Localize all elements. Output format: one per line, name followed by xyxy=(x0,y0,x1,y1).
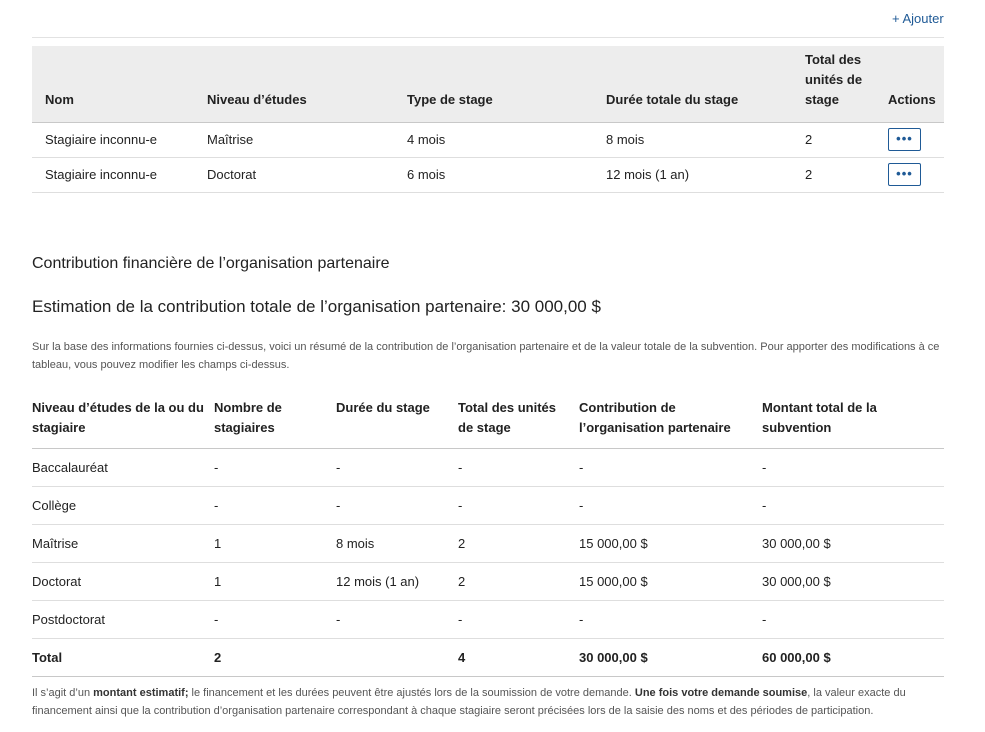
note-bold-text: montant estimatif; xyxy=(93,687,189,699)
col-header-duree: Durée du stage xyxy=(336,396,458,448)
cell-type: 4 mois xyxy=(394,122,593,157)
section-title: Contribution financière de l’organisation partenaire xyxy=(32,255,390,272)
col-header-unites: Total des unités de stage xyxy=(792,46,875,122)
cell-unites: 2 xyxy=(458,562,579,600)
cell-duree: - xyxy=(336,486,458,524)
col-header-niveau: Niveau d’études de la ou du stagiaire xyxy=(32,396,214,448)
summary-table xyxy=(32,396,944,677)
cell-actions xyxy=(875,122,944,157)
cell-contribution: 15 000,00 $ xyxy=(579,524,762,562)
summary-table-header xyxy=(32,396,944,448)
cell-niveau: Postdoctorat xyxy=(32,600,214,638)
interns-table-header xyxy=(32,46,944,122)
note-text: Il s’agit d’un xyxy=(32,687,94,699)
cell-nom: Stagiaire inconnu-e xyxy=(32,122,194,157)
cell-contribution: - xyxy=(579,600,762,638)
cell-contribution: - xyxy=(579,448,762,486)
cell-nombre: - xyxy=(214,448,336,486)
cell-unites: 2 xyxy=(458,524,579,562)
col-header-type: Type de stage xyxy=(394,46,593,122)
estimate-note xyxy=(32,684,947,720)
cell-duree: 8 mois xyxy=(593,122,792,157)
cell-unites: - xyxy=(458,600,579,638)
table-row xyxy=(32,486,944,524)
cell-total-contribution: 30 000,00 $ xyxy=(579,638,762,676)
cell-niveau: Baccalauréat xyxy=(32,448,214,486)
col-header-duree: Durée totale du stage xyxy=(593,46,792,122)
cell-type: 6 mois xyxy=(394,157,593,192)
cell-montant: - xyxy=(762,486,944,524)
note-text: , la valeur exacte du financement ainsi que la contribution d’organisation partenaire correspondant à chaque stagiaire seront précisées lors de la saisie des noms et des périodes de participation. xyxy=(32,687,906,717)
cell-montant: - xyxy=(762,448,944,486)
cell-actions xyxy=(875,157,944,192)
table-row xyxy=(32,122,944,157)
cell-duree: 12 mois (1 an) xyxy=(336,562,458,600)
cell-total-duree xyxy=(336,638,458,676)
add-intern-link[interactable]: + Ajouter xyxy=(892,11,944,26)
table-row xyxy=(32,600,944,638)
cell-niveau: Maîtrise xyxy=(32,524,214,562)
col-header-niveau: Niveau d’études xyxy=(194,46,394,122)
cell-niveau: Doctorat xyxy=(194,157,394,192)
col-header-actions: Actions xyxy=(875,46,944,122)
table-row xyxy=(32,524,944,562)
col-header-unites: Total des unités de stage xyxy=(458,396,579,448)
note-text: le financement et les durées peuvent être ajustés lors de la soumission de votre demande. xyxy=(188,687,635,699)
cell-duree: - xyxy=(336,600,458,638)
cell-niveau: Collège xyxy=(32,486,214,524)
cell-unites: - xyxy=(458,486,579,524)
cell-nombre: - xyxy=(214,600,336,638)
interns-table xyxy=(32,46,944,193)
cell-duree: 12 mois (1 an) xyxy=(593,157,792,192)
table-row xyxy=(32,562,944,600)
table-row xyxy=(32,448,944,486)
cell-contribution: - xyxy=(579,486,762,524)
cell-unites: - xyxy=(458,448,579,486)
cell-total-nombre: 2 xyxy=(214,638,336,676)
cell-nombre: 1 xyxy=(214,562,336,600)
note-bold-text: Une fois votre demande soumise xyxy=(634,687,808,699)
cell-total-label: Total xyxy=(32,638,214,676)
cell-total-unites: 4 xyxy=(458,638,579,676)
cell-unites: 2 xyxy=(792,157,875,192)
divider xyxy=(32,37,944,38)
cell-duree: 8 mois xyxy=(336,524,458,562)
cell-niveau: Doctorat xyxy=(32,562,214,600)
total-row xyxy=(32,638,944,676)
table-row xyxy=(32,157,944,192)
row-actions-button[interactable] xyxy=(888,163,921,186)
summary-description: Sur la base des informations fournies ci-dessus, voici un résumé de la contribution de l’organisation partenaire et de la valeur totale de la subvention. Pour apporter des modifications à ce tableau, vous pouvez modifier les champs ci-dessus. xyxy=(32,341,940,371)
cell-unites: 2 xyxy=(792,122,875,157)
cell-montant: 30 000,00 $ xyxy=(762,562,944,600)
cell-nom: Stagiaire inconnu-e xyxy=(32,157,194,192)
more-dots-icon: ••• xyxy=(896,165,913,181)
cell-niveau: Maîtrise xyxy=(194,122,394,157)
col-header-nom: Nom xyxy=(32,46,194,122)
cell-montant: - xyxy=(762,600,944,638)
cell-nombre: - xyxy=(214,486,336,524)
col-header-contribution: Contribution de l’organisation partenaire xyxy=(579,396,762,448)
cell-duree: - xyxy=(336,448,458,486)
cell-montant: 30 000,00 $ xyxy=(762,524,944,562)
cell-total-montant: 60 000,00 $ xyxy=(762,638,944,676)
col-header-nombre: Nombre de stagiaires xyxy=(214,396,336,448)
more-dots-icon: ••• xyxy=(896,130,913,146)
cell-contribution: 15 000,00 $ xyxy=(579,562,762,600)
cell-nombre: 1 xyxy=(214,524,336,562)
col-header-montant: Montant total de la subvention xyxy=(762,396,944,448)
estimate-heading: Estimation de la contribution totale de l’organisation partenaire: 30 000,00 $ xyxy=(32,297,601,316)
row-actions-button[interactable] xyxy=(888,128,921,151)
